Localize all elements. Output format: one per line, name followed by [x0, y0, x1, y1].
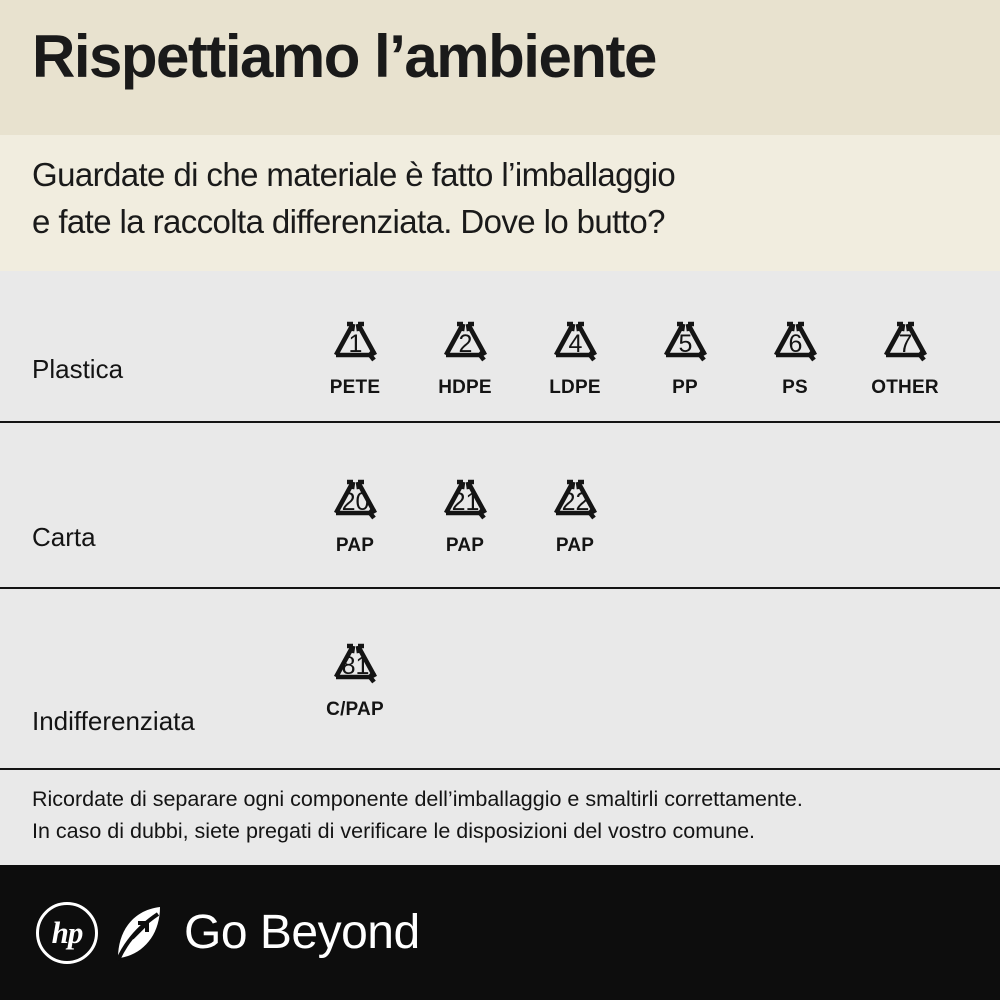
material-row-plastica	[0, 271, 1000, 423]
recycling-triangle-icon	[526, 293, 624, 375]
subtitle-line-2: e fate la raccolta differenziata. Dove lo butto?	[32, 203, 665, 240]
recycling-symbol	[410, 293, 520, 399]
symbol-number: 21	[451, 488, 480, 516]
symbol-code: PS	[782, 377, 808, 398]
page-title: Rispettiamo l’ambiente	[32, 23, 656, 90]
recycling-triangle-icon	[416, 451, 514, 533]
symbol-code: PAP	[445, 535, 485, 556]
symbol-number: 1	[348, 330, 363, 358]
symbol-code: PETE	[329, 377, 381, 398]
recycling-symbol	[300, 615, 410, 721]
recycling-symbol	[740, 293, 850, 399]
brand-lockup	[36, 865, 420, 1000]
recycling-triangle-icon	[416, 293, 514, 375]
hp-logo-icon	[36, 902, 98, 964]
symbol-number: 2	[458, 330, 473, 358]
recycling-triangle-icon	[306, 615, 404, 697]
footer-note	[0, 770, 1000, 865]
symbol-code: LDPE	[549, 377, 601, 398]
symbol-number: 6	[788, 330, 803, 358]
row-label: Plastica	[32, 354, 124, 384]
recycling-triangle-icon	[856, 293, 954, 375]
symbol-code: HDPE	[438, 377, 492, 398]
symbol-group	[300, 423, 630, 587]
recycling-symbol	[850, 293, 960, 399]
brand-bar	[0, 865, 1000, 1000]
recycling-triangle-icon	[636, 293, 734, 375]
symbol-number: 22	[561, 488, 590, 516]
symbol-code: OTHER	[871, 377, 939, 398]
note-line-2: In caso di dubbi, siete pregati di verificare le disposizioni del vostro comune.	[32, 819, 756, 843]
row-label: Indifferenziata	[32, 706, 195, 736]
symbol-number: 20	[341, 488, 370, 516]
recycling-symbol	[520, 451, 630, 557]
material-row-indifferenziata	[0, 589, 1000, 770]
brand-tagline: Go Beyond	[184, 906, 420, 959]
material-row-carta	[0, 423, 1000, 589]
recycling-symbol	[300, 451, 410, 557]
recycling-symbol	[630, 293, 740, 399]
symbol-code: PAP	[335, 535, 375, 556]
symbol-code: PAP	[555, 535, 595, 556]
symbol-number: 81	[341, 652, 370, 680]
subtitle-line-1: Guardate di che materiale è fatto l’imballaggio	[32, 156, 676, 193]
material-rows	[0, 271, 1000, 770]
recycling-symbol	[410, 451, 520, 557]
symbol-number: 5	[678, 330, 693, 358]
recycling-triangle-icon	[306, 293, 404, 375]
title-band	[0, 0, 1000, 135]
symbol-number: 7	[898, 330, 913, 358]
recycling-triangle-icon	[306, 451, 404, 533]
symbol-code: C/PAP	[326, 699, 384, 720]
symbol-code: PP	[672, 377, 698, 398]
hp-logo-letters: hp	[51, 915, 83, 950]
symbol-number: 4	[568, 330, 583, 358]
leaf-arrow-icon	[112, 902, 166, 964]
recycling-triangle-icon	[746, 293, 844, 375]
recycling-symbol	[300, 293, 410, 399]
recycling-triangle-icon	[526, 451, 624, 533]
symbol-group	[300, 589, 410, 768]
subtitle-band	[0, 135, 1000, 271]
symbol-group	[300, 271, 960, 421]
recycling-symbol	[520, 293, 630, 399]
row-label: Carta	[32, 522, 96, 552]
note-line-1: Ricordate di separare ogni componente dell’imballaggio e smaltirli correttamente.	[32, 787, 803, 811]
